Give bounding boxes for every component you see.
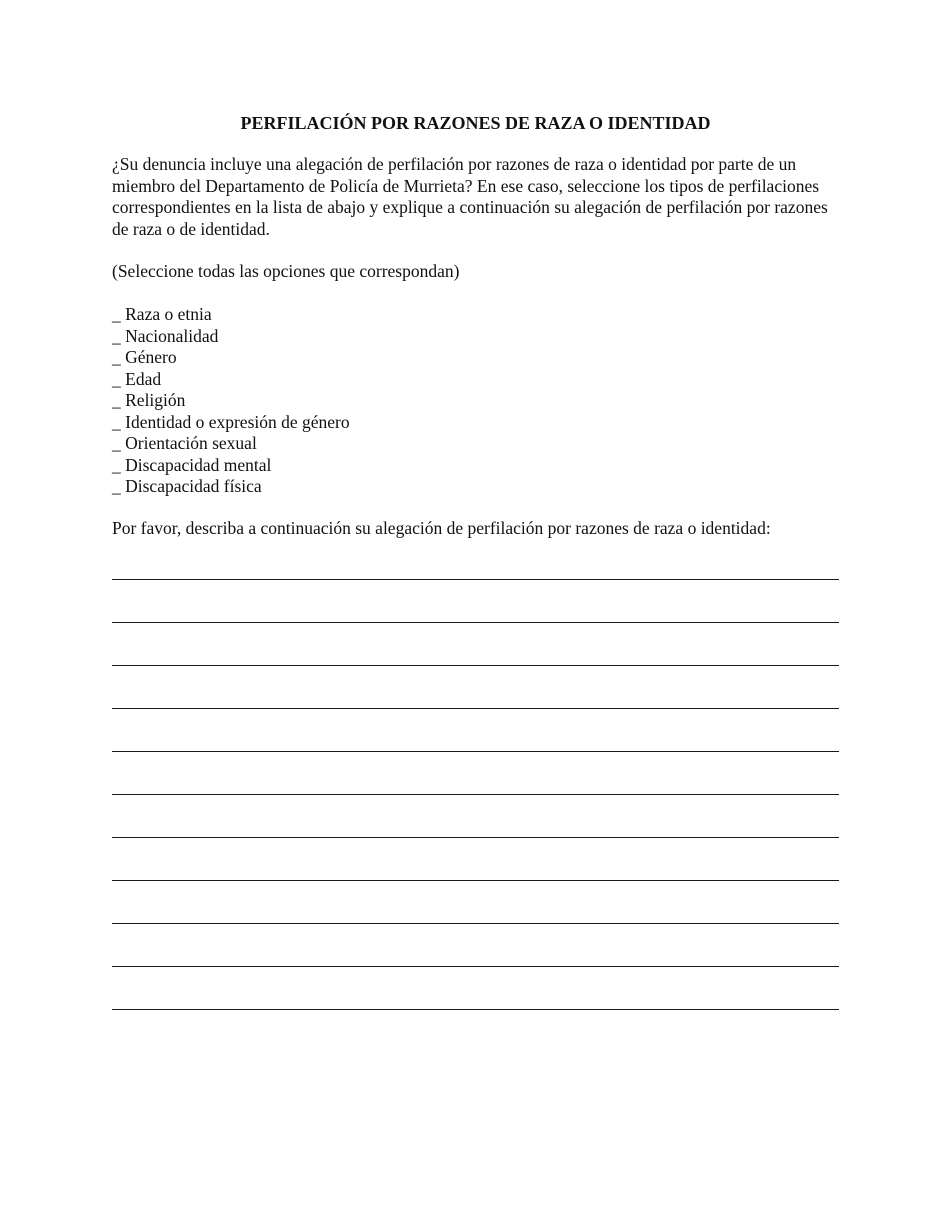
description-line[interactable]	[112, 622, 839, 623]
description-line[interactable]	[112, 665, 839, 666]
option-gender-identity[interactable]: _ Identidad o expresión de género	[112, 411, 350, 432]
description-line[interactable]	[112, 794, 839, 795]
option-sexual-orientation[interactable]: _ Orientación sexual	[112, 433, 257, 453]
description-line[interactable]	[112, 837, 839, 838]
option-nationality[interactable]: _ Nacionalidad	[112, 325, 219, 346]
option-age[interactable]: _ Edad	[112, 368, 162, 389]
option-mental-disability[interactable]: _ Discapacidad mental	[112, 454, 272, 475]
description-line[interactable]	[112, 966, 839, 967]
intro-paragraph: ¿Su denuncia incluye una alegación de perfilación por razones de raza o identidad por parte de un miembro del Departamento de Policía de Murrieta? En ese caso, seleccione los tipos de perfilaciones correspondientes en la lista de abajo y explique a continuación su alegación de perfilación por razones de raza o de identidad.	[112, 154, 828, 239]
description-line[interactable]	[112, 751, 839, 752]
description-line[interactable]	[112, 579, 839, 580]
description-line[interactable]	[112, 1009, 839, 1010]
description-line[interactable]	[112, 880, 839, 881]
document-page	[112, 0, 839, 1230]
option-gender[interactable]: _ Género	[112, 347, 177, 367]
description-line[interactable]	[112, 923, 839, 924]
description-line[interactable]	[112, 708, 839, 709]
description-prompt: Por favor, describa a continuación su alegación de perfilación por razones de raza o identidad:	[112, 518, 771, 538]
select-all-instruction: (Seleccione todas las opciones que correspondan)	[112, 261, 460, 281]
option-physical-disability[interactable]: _ Discapacidad física	[112, 476, 262, 496]
option-religion[interactable]: _ Religión	[112, 390, 186, 410]
option-race-ethnicity[interactable]: _ Raza o etnia	[112, 304, 212, 324]
profiling-options-list	[112, 304, 350, 498]
document-title: PERFILACIÓN POR RAZONES DE RAZA O IDENTIDAD	[240, 113, 711, 133]
